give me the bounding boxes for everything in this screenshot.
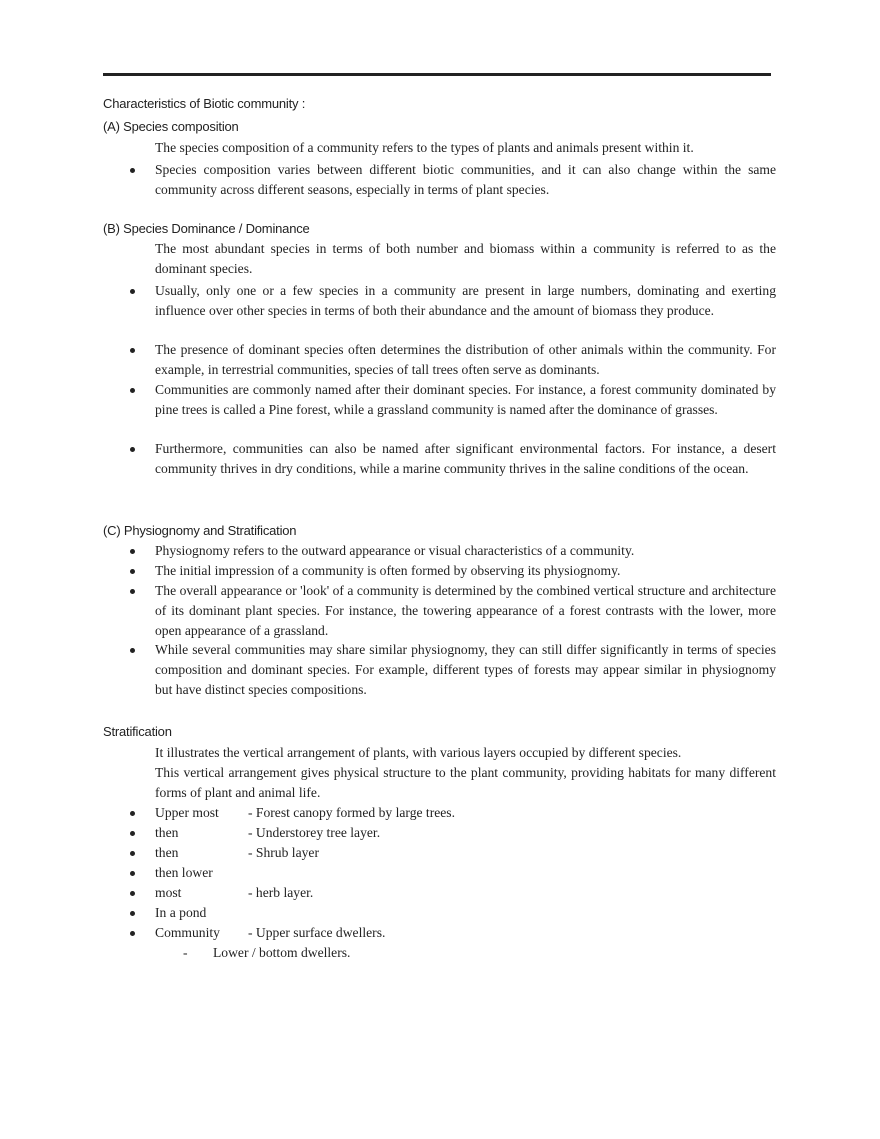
list-item: The initial impression of a community is often formed by observing its physiognomy.	[155, 561, 776, 581]
paragraph: The species composition of a community refers to the types of plants and animals present within it.	[155, 140, 694, 155]
section-heading: Stratification	[103, 724, 172, 739]
paragraph: It illustrates the vertical arrangement of plants, with various layers occupied by different species.	[155, 745, 682, 760]
strata-item: then lower	[155, 863, 776, 883]
list-item: While several communities may share similar physiognomy, they can still differ significantly in terms of species composition and dominant species. For example, different types of forests may appear similar in physiognomy but have distinct species compositions.	[155, 640, 776, 700]
header-rule	[103, 73, 771, 76]
strata-subitem: - Lower / bottom dwellers.	[183, 945, 351, 960]
section-heading: (A) Species composition	[103, 119, 239, 134]
strata-item: Community - Upper surface dwellers.	[155, 923, 776, 943]
list-item: Furthermore, communities can also be named after significant environmental factors. For instance, a desert community thrives in dry conditions, while a marine community thrives in the saline conditions of the ocean.	[155, 439, 776, 479]
strata-item: Upper most - Forest canopy formed by large trees.	[155, 803, 776, 823]
paragraph: The most abundant species in terms of both number and biomass within a community is referred to as the dominant species.	[155, 241, 776, 276]
list-item: Physiognomy refers to the outward appearance or visual characteristics of a community.	[155, 541, 776, 561]
list-item: Communities are commonly named after their dominant species. For instance, a forest community dominated by pine trees is called a Pine forest, while a grassland community is named after the dominance of grasses.	[155, 380, 776, 420]
list-item: The overall appearance or 'look' of a community is determined by the combined vertical structure and architecture of its dominant plant species. For instance, the towering appearance of a forest contrasts with the lower, more open appearance of a grassland.	[155, 581, 776, 641]
strata-item: then - Understorey tree layer.	[155, 823, 776, 843]
section-heading: (C) Physiognomy and Stratification	[103, 523, 297, 538]
paragraph: This vertical arrangement gives physical structure to the plant community, providing habitats for many different forms of plant and animal life.	[155, 765, 776, 800]
section-heading: (B) Species Dominance / Dominance	[103, 221, 310, 236]
strata-item: most - herb layer.	[155, 883, 776, 903]
list-item: Usually, only one or a few species in a community are present in large numbers, dominating and exerting influence over other species in terms of both their abundance and the amount of biomass they produce.	[155, 281, 776, 321]
strata-item: then - Shrub layer	[155, 843, 776, 863]
list-item: Species composition varies between different biotic communities, and it can also change within the same community across different seasons, especially in terms of plant species.	[155, 160, 776, 200]
list-item: The presence of dominant species often determines the distribution of other animals within the community. For example, in terrestrial communities, species of tall trees often serve as dominants.	[155, 340, 776, 380]
strata-item: In a pond	[155, 903, 776, 923]
document-title: Characteristics of Biotic community :	[103, 96, 306, 111]
